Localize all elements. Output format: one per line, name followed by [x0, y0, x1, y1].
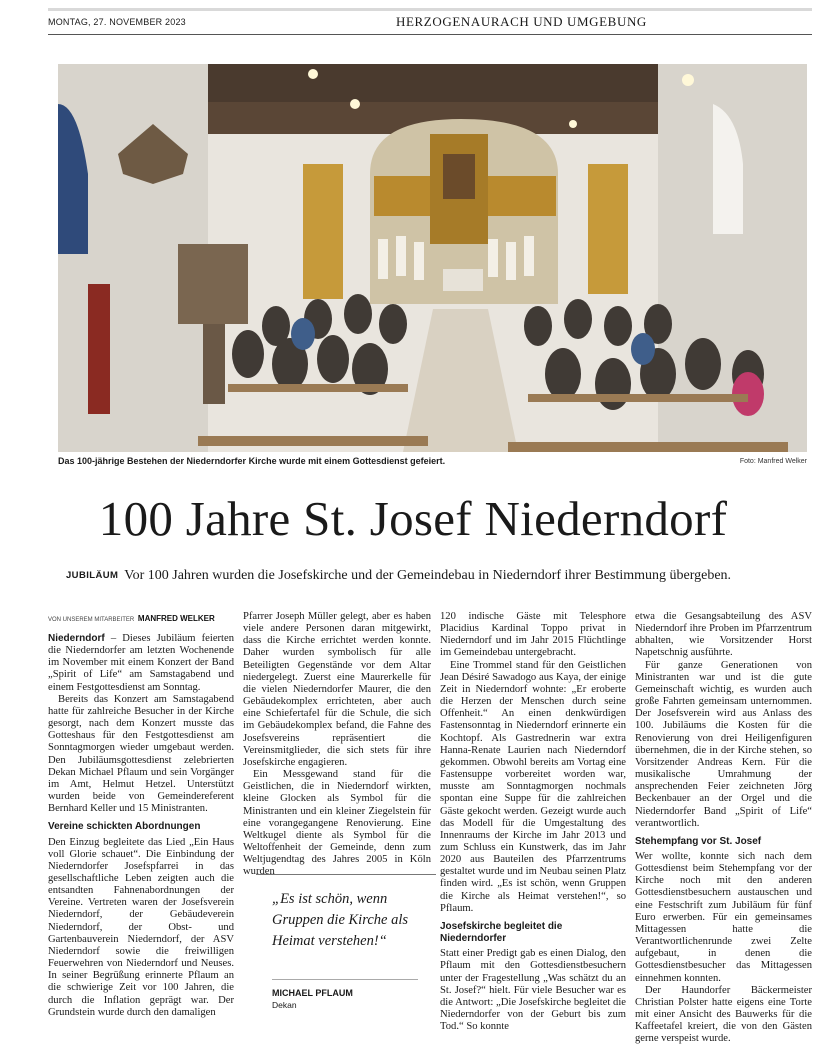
- kicker-label: JUBILÄUM: [66, 570, 119, 581]
- article-column-1: [48, 633, 234, 1019]
- article-headline: 100 Jahre St. Josef Niederndorf: [98, 491, 728, 546]
- paragraph: etwa die Gesangsabteilung des ASV Niederndorf ihre Proben im Pfarrzentrum abhalten, wie Vorsitzender Horst Napetschnig ausführte.: [635, 611, 812, 659]
- pull-quote: [256, 874, 436, 1014]
- article-column-2: [243, 611, 431, 878]
- church-photo: [58, 64, 807, 452]
- paragraph: Ein Messgewand stand für die Geistlichen, die in Niederndorf wirkten, kleine Glocken als Symbol für die Ministranten und ein kleiner Ziegelstein für eine vorangegangene Renovierung. Eine Weltkugel diente als Symbol für die Weltoffenheit der Gemeinde, denn zum Weltjugendtag des Jahres 2005 in Köln wurden: [243, 769, 431, 878]
- byline: [48, 614, 215, 623]
- page-header: [48, 8, 812, 32]
- paragraph: Für ganze Generationen von Ministranten war und ist die gute Gemeinschaft wichtig, es wurden auch große Fahrten gemeinsam unternommen. Der Josefsverein wird aus Anlass des 100. Jubiläums die Kosten für die Renovierung von drei Heiligenfiguren übernehmen, die in der Kirche stehen, so Vorsitzender Andreas Kern. Für die musikalische Umrahmung der ansprechenden Feier zeichneten Jörg Beckenbauer an der Orgel und die Niederndorfer Band „Spirit of Life“ verantwortlich.: [635, 659, 812, 829]
- pull-quote-text: „Es ist schön, wenn Gruppen die Kirche als Heimat verstehen!“: [272, 891, 408, 949]
- paragraph: Niederndorf – Dieses Jubiläum feierten die Niederndorfer am letzten Wochenende im November mit einem Konzert der Band „Spirit of Life“ am Samstagabend und einem Festgottesdienst am Sonntag.: [48, 633, 234, 693]
- paragraph: Der Haundorfer Bäckermeister Christian Polster hatte eigens eine Torte mit einer Ansicht des Bauwerks für die Kaffeetafel kreiert, die von den Gästen gerne verspeist wurde.: [635, 984, 812, 1045]
- article-subline: [66, 568, 731, 584]
- header-divider: [48, 34, 812, 35]
- church-interior-illustration: [58, 64, 807, 452]
- subline-text: Vor 100 Jahren wurden die Josefskirche und der Gemeindebau in Niederndorf ihrer Bestimmung übergeben.: [124, 568, 732, 583]
- issue-date: MONTAG, 27. NOVEMBER 2023: [48, 17, 186, 27]
- paragraph: Den Einzug begleitete das Lied „Ein Haus voll Glorie schauet“. Die Einbindung der Niederndorfer Josefspfarrei in das gesellschaftliche Leben zeigten auch die entsandten Fahnenabordnungen der Vereine. Vertreten waren der Josefsverein Niederndorf, der Gebäudeverein Niederndorf, der Obst- und Gartenbauverein Niederndorf, der ASV Niederndorf sowie die freiwilligen Feuerwehren von Niederndorf und Neuses. In seiner Begrüßung erinnerte Pflaum an die schwierige Zeit vor 100 Jahren, die durch die Inflation geprägt war. Der Grundstein wurde durch den damaligen: [48, 836, 234, 1018]
- photo-credit: Foto: Manfred Welker: [739, 458, 807, 465]
- paragraph: Bereits das Konzert am Samstagabend hatte für zahlreiche Besucher in der Kirche gesorgt, nach dem Konzert musste das Gotteshaus für den Festgottesdienst am Sonntagmorgen wieder umgebaut werden. Den Jubiläumsgottesdienst zelebrierten Dekan Michael Pflaum und sein Vorgänger im Amt, Helmut Hetzel. Unterstützt wurden beide von Gemeindereferent Bernhard Keller und 15 Ministranten.: [48, 693, 234, 815]
- pull-quote-role: Dekan: [272, 1000, 297, 1010]
- dateline-place: Niederndorf: [48, 633, 105, 644]
- photo-caption: Das 100-jährige Bestehen der Niederndorfer Kirche wurde mit einem Gottesdienst gefeiert.: [58, 456, 446, 466]
- subheading: Vereine schickten Abordnungen: [48, 821, 201, 833]
- section-title: HERZOGENAURACH UND UMGEBUNG: [396, 14, 647, 29]
- byline-author: MANFRED WELKER: [137, 614, 215, 623]
- pull-quote-name: MICHAEL PFLAUM: [272, 988, 353, 998]
- article-column-4: [635, 611, 812, 1045]
- paragraph: Pfarrer Joseph Müller gelegt, aber es haben viele andere Personen daran mitgewirkt, dass die Kirche errichtet werden konnte. Daher wurden symbolisch für alle Beteiligten Gegenstände vor dem Altar niedergelegt. Zuerst eine Maurerkelle für die vielen Niederndorfer Maurer, die den Gebäudekomplex errichteten, aber auch eine Schiefertafel für die Schule, die sich im Gebäudekomplex befand, die Fahne des Josefsvereins repräsentiert die Vereinsmitglieder, die sich stets für ihre Josefskirche engagieren.: [243, 611, 431, 768]
- paragraph: Statt einer Predigt gab es einen Dialog, den Pflaum mit den Gottesdienstbesuchern unter der Fragestellung „Was schätzt du an St. Josef?“ hielt. Für viele Besucher war es die Antwort: „Die Josefskirche begleitet die Niederndorfer von der Geburt bis zum Tod.“ So konnte: [440, 948, 626, 1033]
- subheading: Stehempfang vor St. Josef: [635, 835, 762, 847]
- subheading: Josefskirche begleitet die Niederndorfer: [440, 920, 563, 945]
- paragraph: Eine Trommel stand für den Geistlichen Jean Désiré Sawadogo aus Kaya, der einige Zeit in Niederndorf wohnte: „Er eroberte die Herzen der Menschen durch seine Offenheit.“ An einen denkwürdigen Fastensonntag in Niederndorf erinnerte ein Kochtopf. Als Gastrednerin war extra Hanna-Renate Laurien nach Niederndorf gekommen. Obwohl bereits am Vortag eine Fastensuppe vorbereitet worden war, musste am Sonntagmorgen nochmals spontan eine Suppe für die zahlreichen Gäste gekocht werden. Gezeigt wurde auch das Modell für die Umgestaltung des Innenraums der Kirche im Jahr 2013 und zum Schluss ein Kunstwerk, das im Jahr 2020 aus Bauteilen des Pfarrzentrums gestaltet wurde und im Neubau seinen Platz finden wird. „Es ist schön, wenn Gruppen die Kirche als Heimat verstehen!“, so Pflaum.: [440, 659, 626, 914]
- paragraph: Wer wollte, konnte sich nach dem Gottesdienst beim Stehempfang vor der Kirche noch mit den anderen Gottesdienstbesuchern austauschen und eine Festschrift zum Jubiläum für fünf Euro erwerben. Für ein gemeinsames Mittagessen hatte die Verantwortlichenrunde zwei Zelte aufgebaut, in denen die Gottesdienstbesucher das Mittagessen einnehmen konnten.: [635, 850, 812, 984]
- byline-prefix: VON UNSEREM MITARBEITER: [48, 617, 135, 623]
- pull-quote-divider: [272, 979, 418, 980]
- article-column-3: [440, 611, 626, 1033]
- paragraph: 120 indische Gäste mit Telesphore Placidius Kardinal Toppo privat in Niederndorf und im Jahr 2015 Flüchtlinge im Gemeindebau untergebracht.: [440, 611, 626, 659]
